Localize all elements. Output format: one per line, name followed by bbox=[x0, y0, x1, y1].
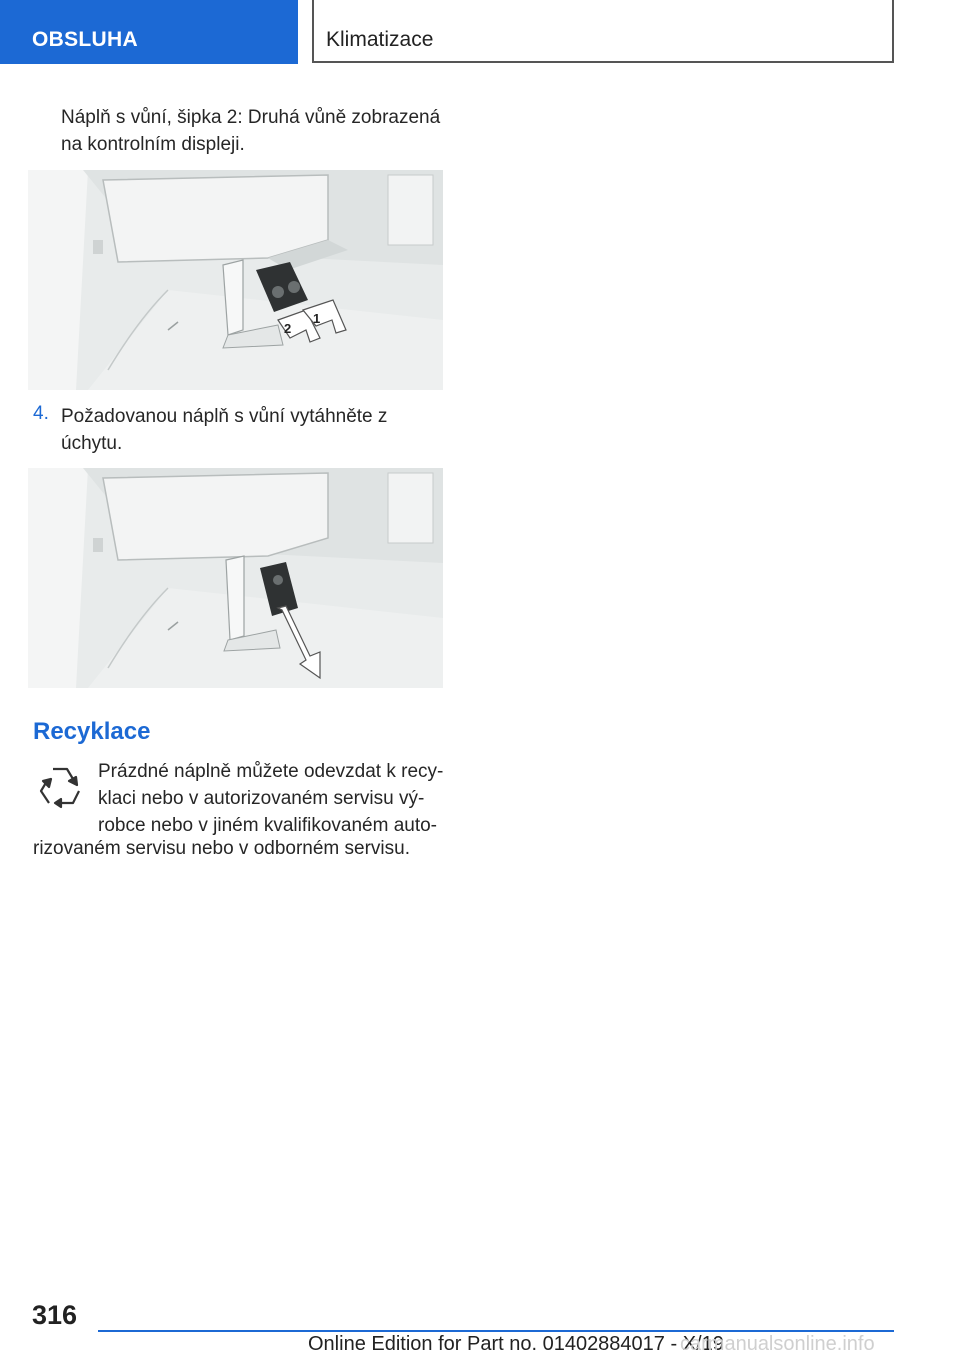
recycle-line-3: robce nebo v jiném kvalifikovaném auto- bbox=[98, 815, 438, 836]
figure1-arrow-label-2: 2 bbox=[284, 321, 292, 336]
recycle-icon bbox=[33, 761, 87, 815]
step-number: 4. bbox=[33, 403, 49, 424]
fragrance-holder-illustration bbox=[28, 170, 443, 390]
step-line-2: úchytu. bbox=[61, 433, 123, 454]
figure-fragrance-second bbox=[28, 170, 443, 390]
header-section-label: OBSLUHA bbox=[32, 28, 138, 51]
intro-line-2: na kontrolním displeji. bbox=[61, 134, 245, 155]
figure-remove-refill bbox=[28, 468, 443, 688]
step-text bbox=[61, 403, 451, 457]
recycle-line-4: rizovaném servisu nebo v odborném servisu. bbox=[33, 838, 411, 859]
footer-edition: Online Edition for Part no. 01402884017 - X/19 bbox=[308, 1333, 724, 1355]
section-heading: Recyklace bbox=[33, 718, 151, 745]
header-chapter-tab bbox=[312, 0, 894, 63]
page-number: 316 bbox=[32, 1300, 78, 1330]
footer-rule bbox=[98, 1330, 894, 1332]
recycle-line-1: Prázdné náplně můžete odevzdat k recy- bbox=[98, 761, 444, 782]
recycle-text-block bbox=[98, 758, 458, 839]
header-chapter-label: Klimatizace bbox=[326, 28, 434, 51]
intro-line-1: Náplň s vůní, šipka 2: Druhá vůně zobrazená bbox=[61, 107, 441, 128]
step-line-1: Požadovanou náplň s vůní vytáhněte z bbox=[61, 406, 388, 427]
figure1-arrow-label-1: 1 bbox=[313, 311, 321, 326]
watermark: carmanualsonline.info bbox=[680, 1333, 875, 1355]
recycle-line-2: klaci nebo v autorizovaném servisu vý- bbox=[98, 788, 425, 809]
header-section-tab bbox=[0, 0, 298, 64]
intro-text bbox=[61, 104, 461, 158]
remove-refill-illustration bbox=[28, 468, 443, 688]
